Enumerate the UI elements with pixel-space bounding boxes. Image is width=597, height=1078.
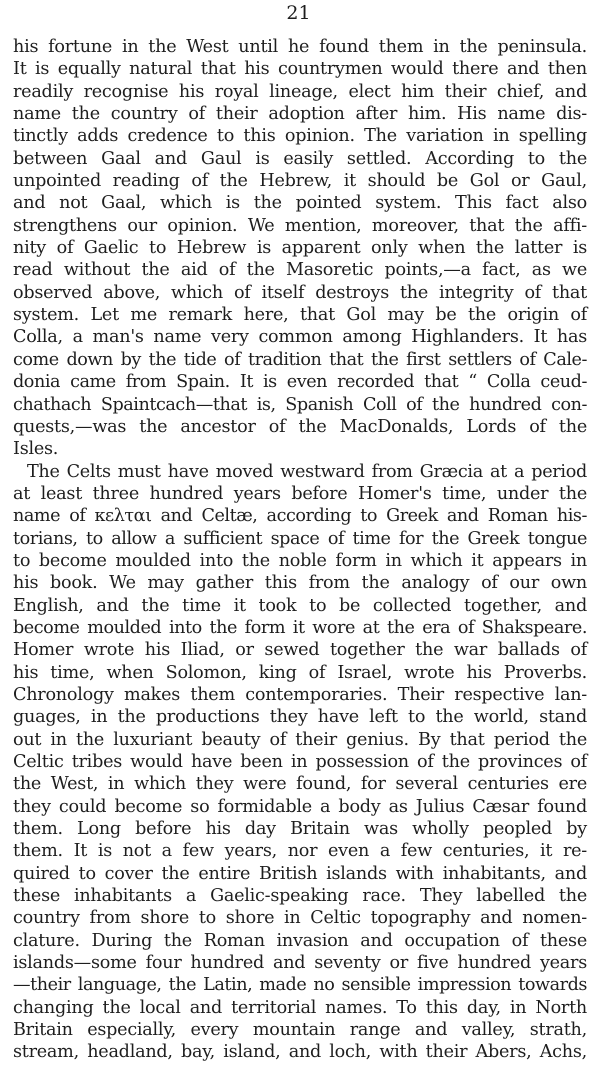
text-line: name of κελται and Celtæ, according to Greek and Roman his- <box>13 506 587 527</box>
text-line: chathach Spaintcach—that is, Spanish Coll of the hundred con- <box>13 394 587 415</box>
text-line: out in the luxuriant beauty of their genius. By that period the <box>13 729 587 750</box>
text-line: Homer wrote his Iliad, or sewed together the war ballads of <box>13 640 587 661</box>
text-line: come down by the tide of tradition that the first settlers of Cale- <box>13 349 587 370</box>
text-line: become moulded into the form it wore at the era of Shakspeare. <box>13 617 587 638</box>
text-line: It is equally natural that his countrymen would there and then <box>13 59 587 80</box>
text-line: Chronology makes them contemporaries. Their respective lan- <box>13 684 587 705</box>
text-line: between Gaal and Gaul is easily settled. According to the <box>13 148 587 169</box>
body-text <box>13 36 587 1064</box>
text-line: to become moulded into the noble form in which it appears in <box>13 550 587 571</box>
text-line: strengthens our opinion. We mention, moreover, that the affi- <box>13 215 587 236</box>
text-line: the West, in which they were found, for several centuries ere <box>13 774 587 795</box>
text-line: stream, headland, bay, island, and loch, with their Abers, Achs, <box>13 1042 587 1063</box>
text-line: his time, when Solomon, king of Israel, wrote his Proverbs. <box>13 662 587 683</box>
text-line: changing the local and territorial names. To this day, in North <box>13 997 587 1018</box>
text-line: tinctly adds credence to this opinion. The variation in spelling <box>13 126 587 147</box>
text-line: them. Long before his day Britain was wholly peopled by <box>13 819 587 840</box>
text-line: torians, to allow a sufficient space of time for the Greek tongue <box>13 528 587 549</box>
text-line: donia came from Spain. It is even recorded that “ Colla ceud- <box>13 372 587 393</box>
text-line: at least three hundred years before Homer's time, under the <box>13 483 587 504</box>
text-line: country from shore to shore in Celtic topography and nomen- <box>13 908 587 929</box>
text-line: these inhabitants a Gaelic-speaking race. They labelled the <box>13 886 587 907</box>
text-line: his book. We may gather this from the analogy of our own <box>13 573 587 594</box>
text-line: unpointed reading of the Hebrew, it should be Gol or Gaul, <box>13 171 587 192</box>
text-line: nity of Gaelic to Hebrew is apparent only when the latter is <box>13 238 587 259</box>
text-line: read without the aid of the Masoretic points,—a fact, as we <box>13 260 587 281</box>
text-line: observed above, which of itself destroys the integrity of that <box>13 282 587 303</box>
text-line: guages, in the productions they have left to the world, stand <box>13 707 587 728</box>
text-line: and not Gaal, which is the pointed system. This fact also <box>13 193 587 214</box>
text-line: his fortune in the West until he found them in the peninsula. <box>13 37 587 57</box>
text-line: Britain especially, every mountain range and valley, strath, <box>13 1020 587 1041</box>
text-line: quests,—was the ancestor of the MacDonalds, Lords of the <box>13 416 587 437</box>
text-line: quired to cover the entire British islands with inhabitants, and <box>13 863 587 884</box>
text-line: The Celts must have moved westward from Græcia at a period <box>27 461 587 482</box>
text-line: clature. During the Roman invasion and occupation of these <box>13 930 587 951</box>
text-line: —their language, the Latin, made no sensible impression towards <box>13 975 587 996</box>
text-line: English, and the time it took to be collected together, and <box>13 595 587 616</box>
text-line: islands—some four hundred and seventy or five hundred years <box>13 953 587 974</box>
text-line: name the country of their adoption after him. His name dis- <box>13 104 587 125</box>
text-line: system. Let me remark here, that Gol may be the origin of <box>13 305 587 326</box>
text-line: them. It is not a few years, nor even a few centuries, it re- <box>13 841 587 862</box>
text-line: they could become so formidable a body as Julius Cæsar found <box>13 796 587 817</box>
text-line: Celtic tribes would have been in possession of the provinces of <box>13 752 587 772</box>
text-line: readily recognise his royal lineage, elect him their chief, and <box>13 81 587 102</box>
page-number: 21 <box>286 2 311 24</box>
text-line: Colla, a man's name very common among Highlanders. It has <box>13 327 587 348</box>
text-line: Isles. <box>13 439 59 460</box>
